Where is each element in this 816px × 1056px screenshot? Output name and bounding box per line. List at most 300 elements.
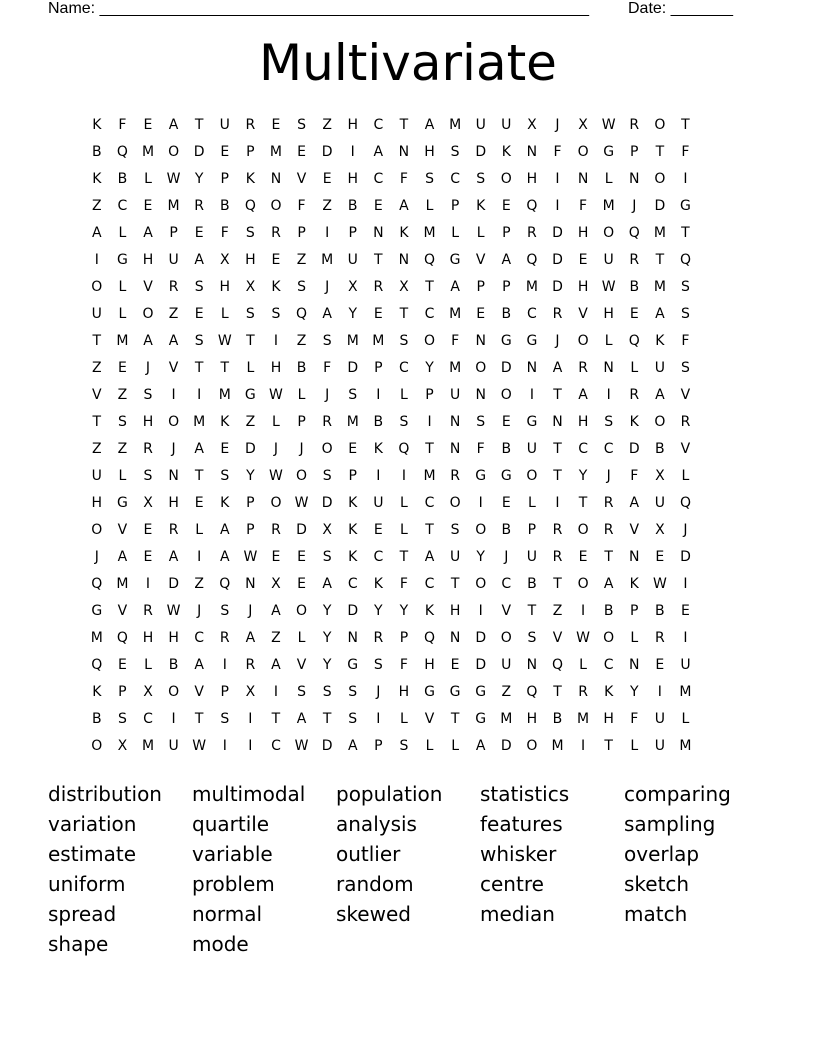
grid-letter: C (603, 657, 614, 673)
grid-letter: S (220, 468, 230, 484)
grid-letter: T (553, 576, 562, 592)
grid-letter: I (376, 711, 381, 727)
grid-letter: O (321, 441, 333, 457)
grid-letter: V (296, 171, 307, 187)
grid-letter: T (604, 549, 613, 565)
grid-letter: Z (92, 198, 102, 214)
grid-letter: A (450, 279, 460, 295)
grid-letter: A (219, 549, 230, 565)
grid-letter: O (577, 333, 589, 349)
name-field-label: Name: _______________________________________________________ (48, 0, 589, 17)
grid-letter: P (297, 414, 306, 430)
grid-letter: C (347, 576, 358, 592)
grid-letter: C (373, 549, 384, 565)
grid-letter: L (297, 387, 306, 403)
grid-letter: J (171, 441, 176, 457)
word-list-item: statistics (480, 782, 570, 806)
grid-letter: L (400, 522, 408, 538)
grid-letter: A (475, 738, 486, 754)
grid-letter: O (475, 576, 487, 592)
grid-letter: E (322, 171, 332, 187)
grid-letter: E (220, 144, 230, 160)
grid-letter: W (243, 549, 258, 565)
grid-letter: E (476, 306, 486, 322)
grid-letter: H (142, 414, 154, 430)
grid-letter: O (168, 144, 180, 160)
grid-letter: T (553, 684, 562, 700)
grid-letter: D (296, 522, 307, 538)
grid-letter: C (143, 711, 153, 727)
grid-letter: K (424, 603, 435, 619)
grid-letter: A (168, 117, 179, 133)
grid-letter: Z (92, 360, 102, 376)
grid-letter: L (604, 333, 613, 349)
page-title: Multivariate (259, 34, 557, 92)
grid-letter: W (166, 603, 181, 619)
grid-letter: E (194, 225, 204, 241)
grid-letter: K (655, 333, 665, 349)
grid-letter: P (220, 684, 229, 700)
grid-letter: Q (526, 198, 538, 214)
grid-letter: Q (219, 576, 231, 592)
grid-letter: B (347, 198, 358, 214)
grid-letter: H (526, 171, 538, 187)
grid-letter: S (220, 711, 230, 727)
word-list-item: analysis (336, 812, 417, 836)
word-list-item: population (336, 782, 443, 806)
grid-letter: C (578, 441, 588, 457)
grid-letter: B (296, 360, 307, 376)
grid-letter: N (526, 657, 538, 673)
grid-letter: U (526, 441, 538, 457)
grid-letter: S (322, 549, 332, 565)
grid-letter: E (501, 495, 511, 511)
grid-letter: I (171, 387, 176, 403)
word-list-row (48, 869, 768, 899)
grid-row (84, 409, 698, 436)
word-list-item: uniform (48, 872, 126, 896)
grid-letter: N (577, 171, 589, 187)
grid-letter: R (680, 414, 691, 430)
grid-letter: E (578, 549, 588, 565)
grid-letter: U (91, 306, 102, 322)
grid-letter: Q (91, 657, 103, 673)
grid-letter: S (681, 306, 690, 322)
grid-letter: P (425, 387, 434, 403)
grid-letter: I (325, 225, 330, 241)
grid-letter: V (296, 657, 307, 673)
grid-letter: R (322, 414, 332, 430)
grid-letter: Y (348, 306, 358, 322)
grid-letter: M (193, 414, 206, 430)
grid-letter: L (144, 657, 152, 673)
grid-letter: M (269, 144, 282, 160)
grid-letter: B (603, 603, 614, 619)
grid-letter: L (118, 468, 127, 484)
grid-letter: W (294, 495, 309, 511)
grid-letter: E (143, 522, 153, 538)
grid-letter: P (297, 225, 306, 241)
grid-letter: U (654, 738, 665, 754)
grid-letter: I (273, 333, 279, 349)
grid-row (84, 733, 698, 760)
grid-letter: K (629, 414, 639, 430)
grid-letter: S (245, 306, 255, 322)
grid-letter: L (630, 738, 639, 754)
grid-letter: Z (552, 603, 563, 619)
grid-letter: M (116, 333, 129, 349)
grid-letter: T (271, 711, 281, 727)
grid-letter: A (296, 711, 307, 727)
word-list-item: random (336, 872, 414, 896)
grid-letter: N (398, 144, 410, 160)
grid-letter: A (655, 306, 665, 322)
grid-letter: T (425, 441, 434, 457)
grid-letter: T (220, 360, 230, 376)
grid-letter: I (350, 144, 355, 160)
grid-letter: F (451, 333, 460, 349)
letter-grid (84, 112, 698, 760)
grid-letter: O (526, 738, 538, 754)
grid-letter: R (654, 630, 665, 646)
grid-letter: U (501, 117, 512, 133)
grid-letter: L (195, 522, 204, 538)
word-list-row (48, 929, 768, 959)
grid-letter: P (348, 468, 357, 484)
grid-letter: P (630, 603, 639, 619)
grid-letter: X (219, 252, 230, 268)
grid-row (84, 139, 698, 166)
grid-letter: L (246, 360, 255, 376)
grid-letter: F (630, 711, 639, 727)
grid-letter: P (246, 144, 255, 160)
grid-letter: A (194, 252, 204, 268)
grid-letter: M (423, 225, 436, 241)
word-list-item: match (624, 902, 688, 926)
grid-letter: N (603, 360, 614, 376)
grid-letter: T (553, 441, 562, 457)
grid-letter: H (142, 630, 154, 646)
grid-letter: N (449, 630, 461, 646)
grid-row (84, 625, 698, 652)
grid-letter: S (297, 279, 306, 295)
grid-letter: I (555, 495, 560, 511)
grid-row (84, 274, 698, 301)
grid-letter: K (476, 198, 486, 214)
grid-letter: T (194, 711, 204, 727)
grid-letter: O (168, 414, 180, 430)
grid-letter: T (681, 225, 690, 241)
grid-letter: S (348, 684, 358, 700)
grid-letter: H (270, 360, 282, 376)
grid-letter: Q (526, 252, 538, 268)
grid-letter: L (579, 657, 587, 673)
grid-letter: Q (628, 333, 640, 349)
grid-letter: W (192, 738, 207, 754)
worksheet-header (48, 0, 748, 20)
grid-letter: D (500, 738, 512, 754)
grid-letter: B (168, 657, 179, 673)
grid-letter: A (92, 225, 102, 241)
grid-letter: B (373, 414, 384, 430)
grid-letter: A (143, 333, 153, 349)
grid-letter: Z (271, 630, 281, 646)
grid-letter: F (399, 657, 408, 673)
grid-letter: M (525, 279, 538, 295)
grid-letter: G (603, 144, 615, 160)
grid-letter: R (245, 657, 256, 673)
grid-letter: I (197, 387, 202, 403)
grid-letter: L (681, 711, 690, 727)
grid-letter: J (94, 549, 99, 565)
grid-letter: Q (679, 252, 691, 268)
grid-letter: J (248, 603, 253, 619)
grid-letter: Q (424, 252, 436, 268)
grid-letter: I (248, 711, 253, 727)
grid-letter: K (348, 522, 358, 538)
grid-letter: M (116, 576, 129, 592)
grid-letter: Z (245, 414, 256, 430)
grid-letter: I (529, 387, 534, 403)
word-list-row (48, 899, 768, 929)
grid-letter: S (681, 360, 690, 376)
grid-letter: T (553, 468, 562, 484)
grid-letter: Q (116, 630, 128, 646)
word-list-item: sampling (624, 812, 716, 836)
word-list-item: problem (192, 872, 275, 896)
grid-letter: A (655, 387, 665, 403)
grid-letter: L (297, 630, 306, 646)
grid-letter: Q (116, 144, 128, 160)
grid-letter: Q (296, 306, 308, 322)
grid-letter: T (604, 738, 613, 754)
grid-letter: Q (398, 441, 410, 457)
grid-letter: T (92, 333, 102, 349)
grid-letter: P (246, 522, 255, 538)
grid-letter: R (219, 630, 230, 646)
grid-letter: B (655, 441, 665, 457)
date-field-label: Date: _______ (628, 0, 733, 17)
grid-letter: B (552, 711, 563, 727)
grid-letter: X (245, 279, 256, 295)
grid-letter: L (527, 495, 536, 511)
grid-letter: Y (194, 171, 204, 187)
word-list-item: estimate (48, 842, 137, 866)
grid-letter: L (451, 225, 460, 241)
grid-letter: H (577, 414, 589, 430)
grid-row (84, 247, 698, 274)
word-list-item: skewed (336, 902, 411, 926)
grid-letter: D (244, 441, 256, 457)
word-list-item: shape (48, 932, 109, 956)
grid-letter: E (194, 495, 204, 511)
grid-letter: O (654, 117, 666, 133)
grid-letter: X (143, 684, 153, 700)
grid-letter: K (399, 225, 409, 241)
grid-letter: S (245, 225, 255, 241)
grid-letter: F (399, 576, 408, 592)
grid-letter: T (655, 144, 665, 160)
grid-letter: D (321, 495, 333, 511)
grid-letter: G (475, 711, 487, 727)
grid-letter: M (653, 279, 666, 295)
word-list-item: variation (48, 812, 137, 836)
grid-letter: B (91, 144, 102, 160)
grid-letter: N (629, 549, 640, 565)
word-list-item: quartile (192, 812, 270, 836)
word-list-item: centre (480, 872, 544, 896)
grid-letter: S (271, 306, 281, 322)
grid-letter: P (450, 198, 460, 214)
grid-letter: L (118, 279, 127, 295)
grid-letter: H (168, 495, 179, 511)
grid-letter: E (629, 306, 639, 322)
grid-letter: M (141, 738, 155, 754)
grid-letter: M (423, 468, 436, 484)
grid-letter: A (552, 360, 563, 376)
grid-letter: E (501, 414, 511, 430)
grid-letter: S (348, 387, 358, 403)
grid-letter: A (322, 306, 332, 322)
grid-letter: U (475, 117, 486, 133)
grid-letter: E (348, 441, 358, 457)
grid-letter: H (603, 711, 614, 727)
grid-letter: E (117, 657, 127, 673)
grid-letter: P (348, 225, 357, 241)
grid-letter: L (118, 225, 127, 241)
grid-letter: C (271, 738, 281, 754)
grid-letter: Y (374, 603, 383, 619)
grid-letter: C (527, 306, 537, 322)
word-list-row (48, 779, 768, 809)
grid-letter: L (400, 387, 408, 403)
grid-letter: K (220, 495, 230, 511)
grid-letter: V (680, 387, 691, 403)
grid-letter: F (118, 117, 127, 133)
grid-letter: B (655, 603, 665, 619)
grid-row (84, 328, 698, 355)
grid-letter: O (296, 468, 308, 484)
grid-letter: R (194, 198, 205, 214)
grid-letter: E (373, 198, 383, 214)
grid-letter: X (117, 738, 128, 754)
grid-letter: A (424, 117, 435, 133)
grid-letter: N (449, 414, 461, 430)
grid-letter: H (168, 630, 179, 646)
grid-letter: Q (526, 684, 538, 700)
grid-letter: I (197, 549, 202, 565)
word-list (48, 779, 768, 959)
grid-letter: M (679, 684, 692, 700)
grid-letter: J (325, 387, 330, 403)
grid-letter: W (294, 738, 309, 754)
grid-letter: S (194, 333, 204, 349)
grid-letter: A (322, 576, 332, 592)
grid-letter: T (194, 117, 204, 133)
grid-letter: J (606, 468, 611, 484)
grid-letter: Q (91, 576, 103, 592)
grid-letter: J (555, 333, 560, 349)
grid-letter: U (91, 468, 102, 484)
grid-letter: H (577, 279, 589, 295)
grid-letter: U (449, 549, 461, 565)
grid-letter: M (449, 117, 462, 133)
grid-letter: D (654, 198, 666, 214)
grid-letter: O (142, 306, 154, 322)
grid-letter: S (297, 684, 306, 700)
grid-letter: K (92, 117, 102, 133)
grid-letter: E (143, 549, 153, 565)
grid-letter: U (654, 711, 665, 727)
grid-letter: B (501, 522, 512, 538)
grid-letter: M (372, 333, 385, 349)
grid-letter: N (475, 333, 486, 349)
grid-letter: A (578, 387, 588, 403)
grid-letter: P (246, 495, 255, 511)
grid-letter: O (475, 360, 487, 376)
grid-letter: W (269, 387, 283, 403)
grid-letter: Y (578, 468, 588, 484)
grid-letter: J (197, 603, 202, 619)
grid-letter: S (348, 711, 358, 727)
grid-letter: V (194, 684, 204, 700)
grid-letter: T (553, 387, 562, 403)
grid-letter: R (552, 306, 563, 322)
grid-row (84, 679, 698, 706)
grid-letter: E (297, 549, 306, 565)
grid-letter: M (577, 711, 590, 727)
grid-letter: A (194, 441, 204, 457)
grid-letter: S (425, 171, 434, 187)
grid-letter: I (401, 468, 406, 484)
grid-row (84, 571, 698, 598)
grid-letter: B (91, 711, 102, 727)
grid-letter: N (398, 252, 410, 268)
grid-letter: F (553, 144, 562, 160)
word-list-row (48, 809, 768, 839)
grid-letter: E (373, 306, 383, 322)
grid-letter: K (348, 549, 358, 565)
grid-letter: Z (296, 333, 307, 349)
grid-letter: E (373, 522, 383, 538)
grid-letter: A (271, 657, 281, 673)
grid-letter: V (143, 279, 153, 295)
grid-letter: R (143, 441, 153, 457)
grid-letter: G (526, 333, 538, 349)
grid-letter: A (117, 549, 128, 565)
word-list-item: normal (192, 902, 263, 926)
grid-letter: I (657, 684, 662, 700)
grid-letter: A (194, 657, 204, 673)
grid-letter: E (271, 549, 281, 565)
grid-letter: E (194, 306, 204, 322)
word-list-item: outlier (336, 842, 401, 866)
grid-letter: R (373, 279, 384, 295)
grid-letter: D (500, 360, 512, 376)
grid-letter: P (220, 171, 229, 187)
grid-letter: B (501, 306, 512, 322)
grid-letter: A (347, 738, 358, 754)
grid-letter: O (603, 630, 615, 646)
grid-letter: E (655, 549, 665, 565)
grid-letter: E (117, 360, 127, 376)
grid-letter: M (500, 711, 513, 727)
grid-letter: P (118, 684, 127, 700)
grid-letter: I (273, 684, 279, 700)
grid-letter: E (297, 576, 306, 592)
grid-letter: J (299, 441, 304, 457)
grid-letter: F (681, 144, 690, 160)
